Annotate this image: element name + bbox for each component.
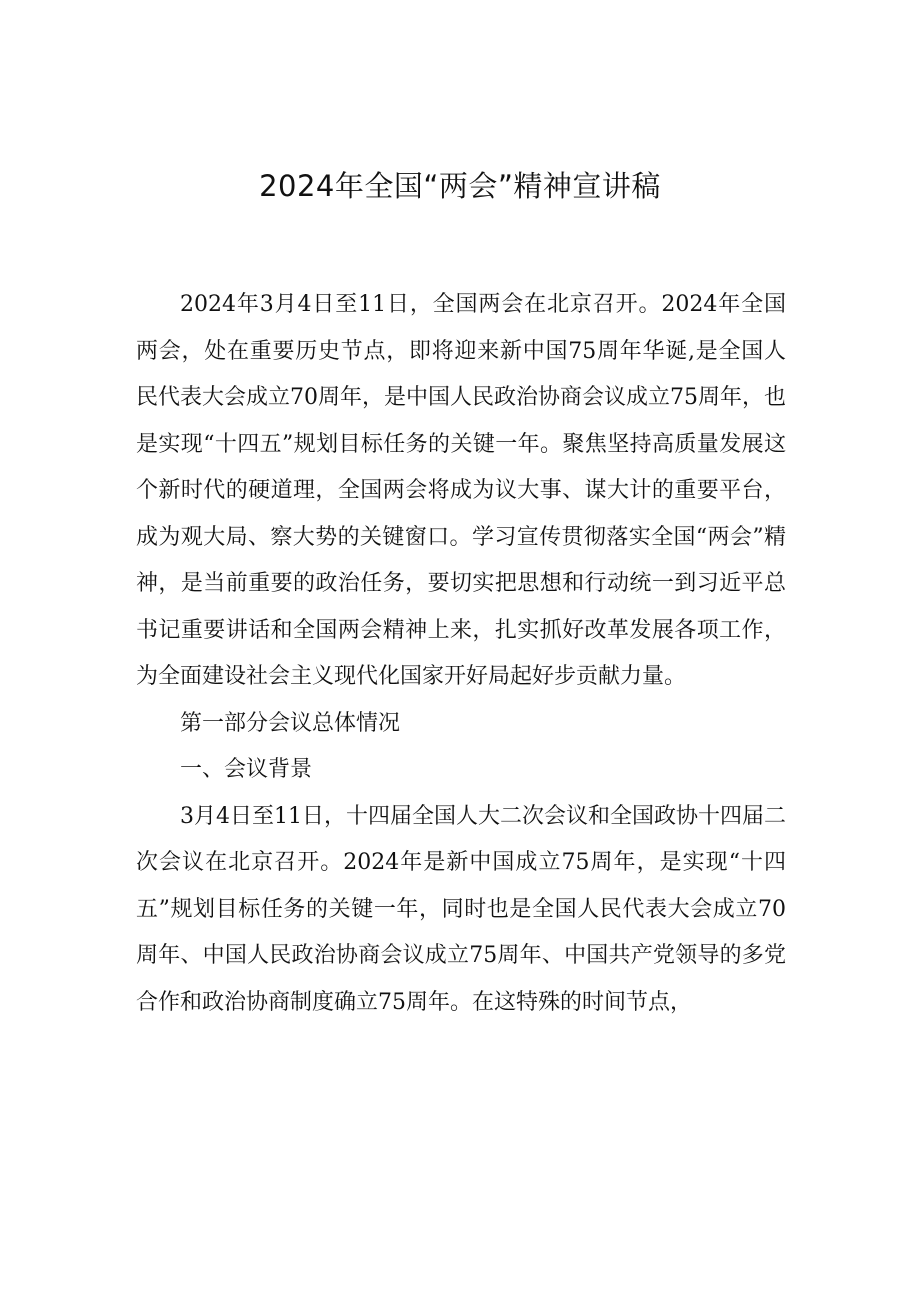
document-body: [136, 282, 786, 1026]
section-heading-part-one: 第一部分会议总体情况: [180, 710, 401, 736]
subsection-heading-background: 一、会议背景: [180, 757, 313, 782]
paragraph-background: 3月4日至11日，十四届全国人大二次会议和全国政协十四届二次会议在北京召开。2024年是新中国成立75周年，是实现“十四五”规划目标任务的关键一年，同时也是全国人民代表大会成立70周年、中国人民政治协商会议成立75周年、中国共产党领导的多党合作和政治协商制度确立75周年。在这特殊的时间节点，: [136, 803, 786, 1015]
paragraph-intro: 2024年3月4日至11日，全国两会在北京召开。2024年全国两会，处在重要历史节点，即将迎来新中国75周年华诞,是全国人民代表大会成立70周年，是中国人民政治协商会议成立75周年，也是实现“十四五”规划目标任务的关键一年。聚焦坚持高质量发展这个新时代的硬道理，全国两会将成为议大事、谋大计的重要平台，成为观大局、察大势的关键窗口。学习宣传贯彻落实全国“两会”精神，是当前重要的政治任务，要切实把思想和行动统一到习近平总书记重要讲话和全国两会精神上来，扎实抓好改革发展各项工作，为全面建设社会主义现代化国家开好局起好步贡献力量。: [136, 292, 786, 689]
document-title: 2024年全国“两会”精神宣讲稿: [259, 169, 661, 203]
